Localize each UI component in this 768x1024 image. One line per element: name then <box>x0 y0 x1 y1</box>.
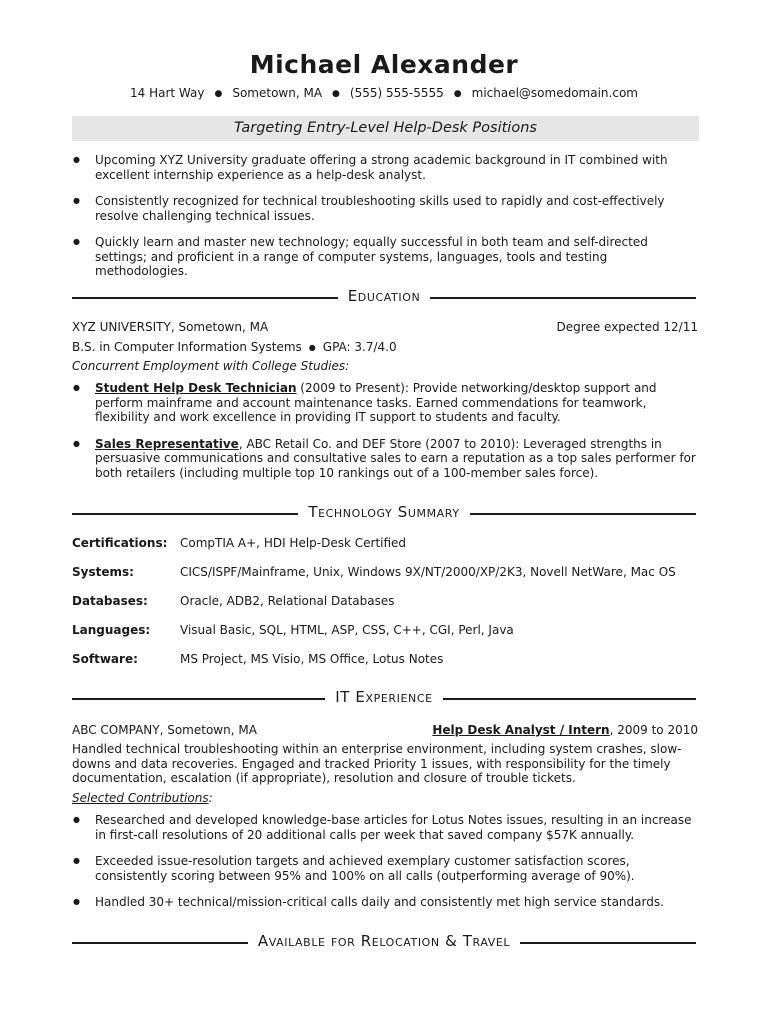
role-description: Handled technical troubleshooting within an enterprise environment, including system crashes, slow-downs and data recoveries. Engaged and tracked Priority 1 issues, with responsibility for the timely documentation, escalation (if appropriate), resolution and closure of trouble tickets. <box>72 742 682 785</box>
target-banner: Targeting Entry-Level Help-Desk Positions <box>72 116 699 141</box>
tech-label: Languages: <box>72 623 151 637</box>
bullet-icon: ● <box>453 89 462 99</box>
job-text: (2009 to Present): Provide networking/desktop support and perform mainframe and account maintenance tasks. Earned commendations for teamwork, flexibility and work excellence in providing IT support to students and faculty. <box>95 381 657 424</box>
email: michael@somedomain.com <box>471 86 638 100</box>
section-title: Available for Relocation & Travel <box>248 932 520 950</box>
experience-heading <box>72 688 696 708</box>
role-line <box>432 723 698 737</box>
selected-label: Selected Contributions: <box>72 791 213 805</box>
tech-value: Visual Basic, SQL, HTML, ASP, CSS, C++, CGI, Perl, Java <box>180 623 514 637</box>
tech-value: MS Project, MS Visio, MS Office, Lotus Notes <box>180 652 444 666</box>
relocation-heading <box>72 932 696 952</box>
school: XYZ UNIVERSITY, Sometown, MA <box>72 320 269 334</box>
tech-value: CICS/ISPF/Mainframe, Unix, Windows 9X/NT/2000/XP/2K3, Novell NetWare, Mac OS <box>180 565 676 579</box>
tech-label: Systems: <box>72 565 134 579</box>
job-role: Sales Representative <box>95 436 239 451</box>
tech-value: Oracle, ADB2, Relational Databases <box>180 594 395 608</box>
section-title: IT Experience <box>325 688 442 706</box>
education-jobs <box>72 381 697 492</box>
contribution-item: ● Exceeded issue-resolution targets and achieved exemplary customer satisfaction scores, consistently scoring between 95% and 100% on all calls (outperforming average of 90%). <box>72 854 697 883</box>
summary-item: ● Upcoming XYZ University graduate offering a strong academic background in IT combined with excellent internship experience as a help-desk analyst. <box>72 153 697 182</box>
degree: B.S. in Computer Information Systems <box>72 340 302 354</box>
phone: (555) 555-5555 <box>349 86 444 100</box>
bullet-icon: ● <box>332 89 340 99</box>
summary-item: ● Quickly learn and master new technology; equally successful in both team and self-directed settings; and proficient in a range of computer systems, languages, tools and testing methodologies. <box>72 235 697 279</box>
tech-heading <box>72 503 696 523</box>
degree-line <box>72 340 397 354</box>
contribution-item: ● Researched and developed knowledge-base articles for Lotus Notes issues, resulting in an increase in first-call resolutions of 20 additional calls per week that saved company $57K annually. <box>72 813 697 842</box>
bullet-icon: ● <box>214 89 223 99</box>
education-heading <box>72 287 696 307</box>
tech-label: Software: <box>72 652 138 666</box>
gpa: GPA: 3.7/4.0 <box>322 340 397 354</box>
job-item <box>72 437 697 481</box>
summary-list <box>72 153 697 291</box>
role: Help Desk Analyst / Intern <box>432 723 610 737</box>
tech-label: Certifications: <box>72 536 168 550</box>
bullet-icon: ● <box>308 343 316 352</box>
contributions-list <box>72 813 697 922</box>
city: Sometown, MA <box>232 86 323 100</box>
concurrent-label: Concurrent Employment with College Studies: <box>72 359 350 373</box>
job-text: , ABC Retail Co. and DEF Store (2007 to 2010): Leveraged strengths in persuasive communications and consultative sales to earn a reputation as a top sales performer for both retailers (including multiple top 10 rankings out of a 100-member sales force). <box>95 436 696 480</box>
candidate-name: Michael Alexander <box>249 50 519 79</box>
role-dates: , 2009 to 2010 <box>609 723 698 737</box>
degree-date: Degree expected 12/11 <box>556 320 698 334</box>
contribution-item: ● Handled 30+ technical/mission-critical calls daily and consistently met high service standards. <box>72 895 697 910</box>
tech-value: CompTIA A+, HDI Help-Desk Certified <box>180 536 407 550</box>
address: 14 Hart Way <box>130 86 205 100</box>
summary-item: ● Consistently recognized for technical troubleshooting skills used to rapidly and cost-effectively resolve challenging technical issues. <box>72 194 697 223</box>
company: ABC COMPANY, Sometown, MA <box>72 723 257 737</box>
contact-line <box>0 86 768 100</box>
job-item <box>72 381 697 425</box>
tech-label: Databases: <box>72 594 148 608</box>
section-title: Education <box>338 287 431 305</box>
section-title: Technology Summary <box>298 503 469 521</box>
job-role: Student Help Desk Technician <box>95 381 297 395</box>
